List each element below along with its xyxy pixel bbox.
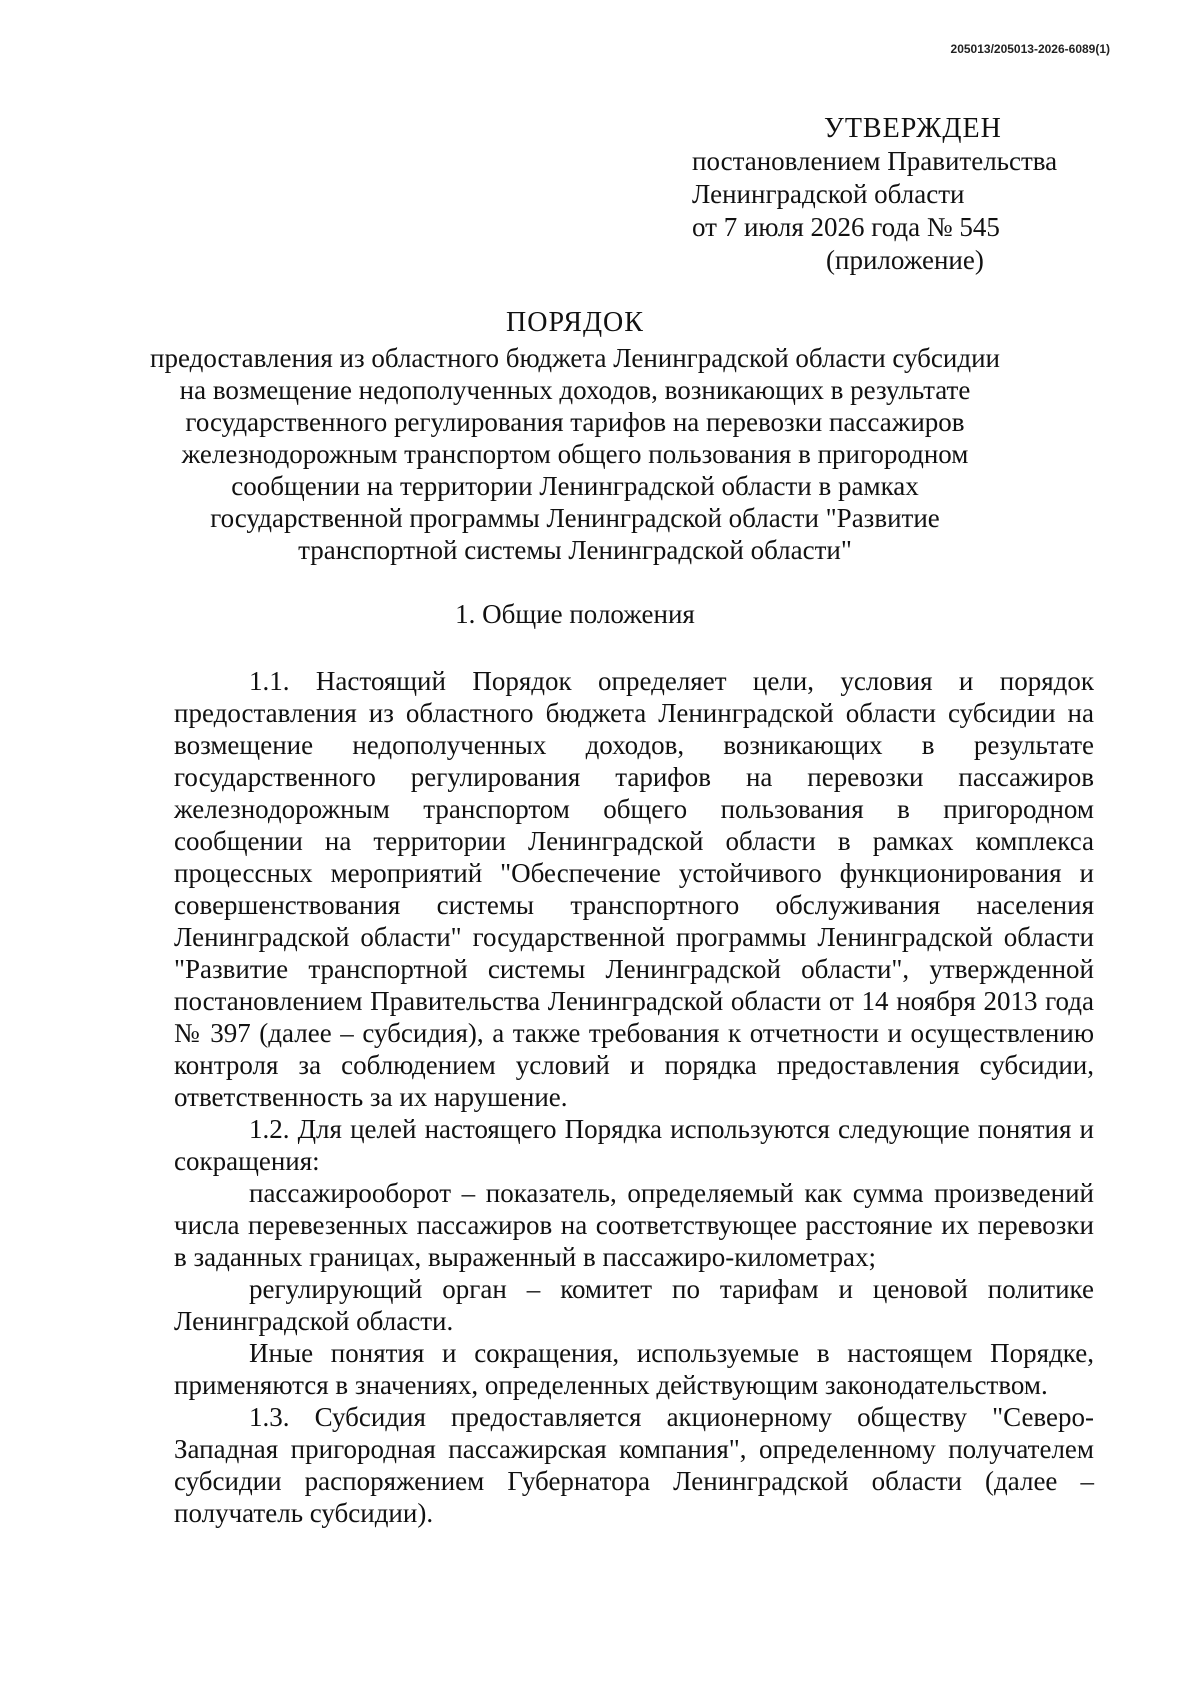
definition-regulating-body: регулирующий орган – комитет по тарифам и ценовой политике Ленинградской области. [174, 1274, 1094, 1336]
approval-title: УТВЕРЖДЕН [824, 113, 1002, 144]
paragraph-other-terms: Иные понятия и сокращения, используемые в настоящем Порядке, применяются в значениях, определенных действующим законодательством. [174, 1338, 1094, 1400]
approval-block [692, 112, 1092, 277]
approval-line-3: от 7 июля 2026 года № 545 [692, 212, 1000, 242]
document-title-block [140, 306, 1010, 566]
paragraph-1-2: 1.2. Для целей настоящего Порядка используются следующие понятия и сокращения: [174, 1114, 1094, 1176]
section-heading: 1. Общие положения [455, 599, 695, 629]
definition-passenger-turnover: пассажирооборот – показатель, определяемый как сумма произведений числа перевезенных пассажиров на соответствующее расстояние их перевозки в заданных границах, выраженный в пассажиро-километрах; [174, 1178, 1094, 1272]
paragraph-1-1: 1.1. Настоящий Порядок определяет цели, условия и порядок предоставления из областного бюджета Ленинградской области субсидии на возмещение недополученных доходов, возникающих в результате государственного регулирования тарифов на перевозки пассажиров железнодорожным транспортом общего пользования в пригородном сообщении на территории Ленинградской области в рамках комплекса процессных мероприятий "Обеспечение устойчивого функционирования и совершенствования системы транспортного обслуживания населения Ленинградской области" государственной программы Ленинградской области "Развитие транспортной системы Ленинградской области", утвержденной постановлением Правительства Ленинградской области от 14 ноября 2013 года № 397 (далее – субсидия), а также требования к отчетности и осуществлению контроля за соблюдением условий и порядка предоставления субсидии, ответственность за их нарушение. [174, 666, 1094, 1112]
document-title: ПОРЯДОК [506, 307, 644, 338]
approval-line-2: Ленинградской области [692, 179, 965, 209]
document-id: 205013/205013-2026-6089(1) [950, 42, 1110, 56]
approval-annex: (приложение) [826, 245, 984, 275]
document-subtitle: предоставления из областного бюджета Ленинградской области субсидии на возмещение недополученных доходов, возникающих в результате государственного регулирования тарифов на перевозки пассажиров железнодорожным транспортом общего пользования в пригородном сообщении на территории Ленинградской области в рамках государственной программы Ленинградской области "Развитие транспортной системы Ленинградской области" [150, 343, 1000, 565]
section-body [174, 665, 1094, 1529]
approval-line-1: постановлением Правительства [692, 146, 1058, 176]
paragraph-1-3: 1.3. Субсидия предоставляется акционерному обществу "Северо-Западная пригородная пассажирская компания", определенному получателем субсидии распоряжением Губернатора Ленинградской области (далее – получатель субсидии). [174, 1402, 1094, 1528]
